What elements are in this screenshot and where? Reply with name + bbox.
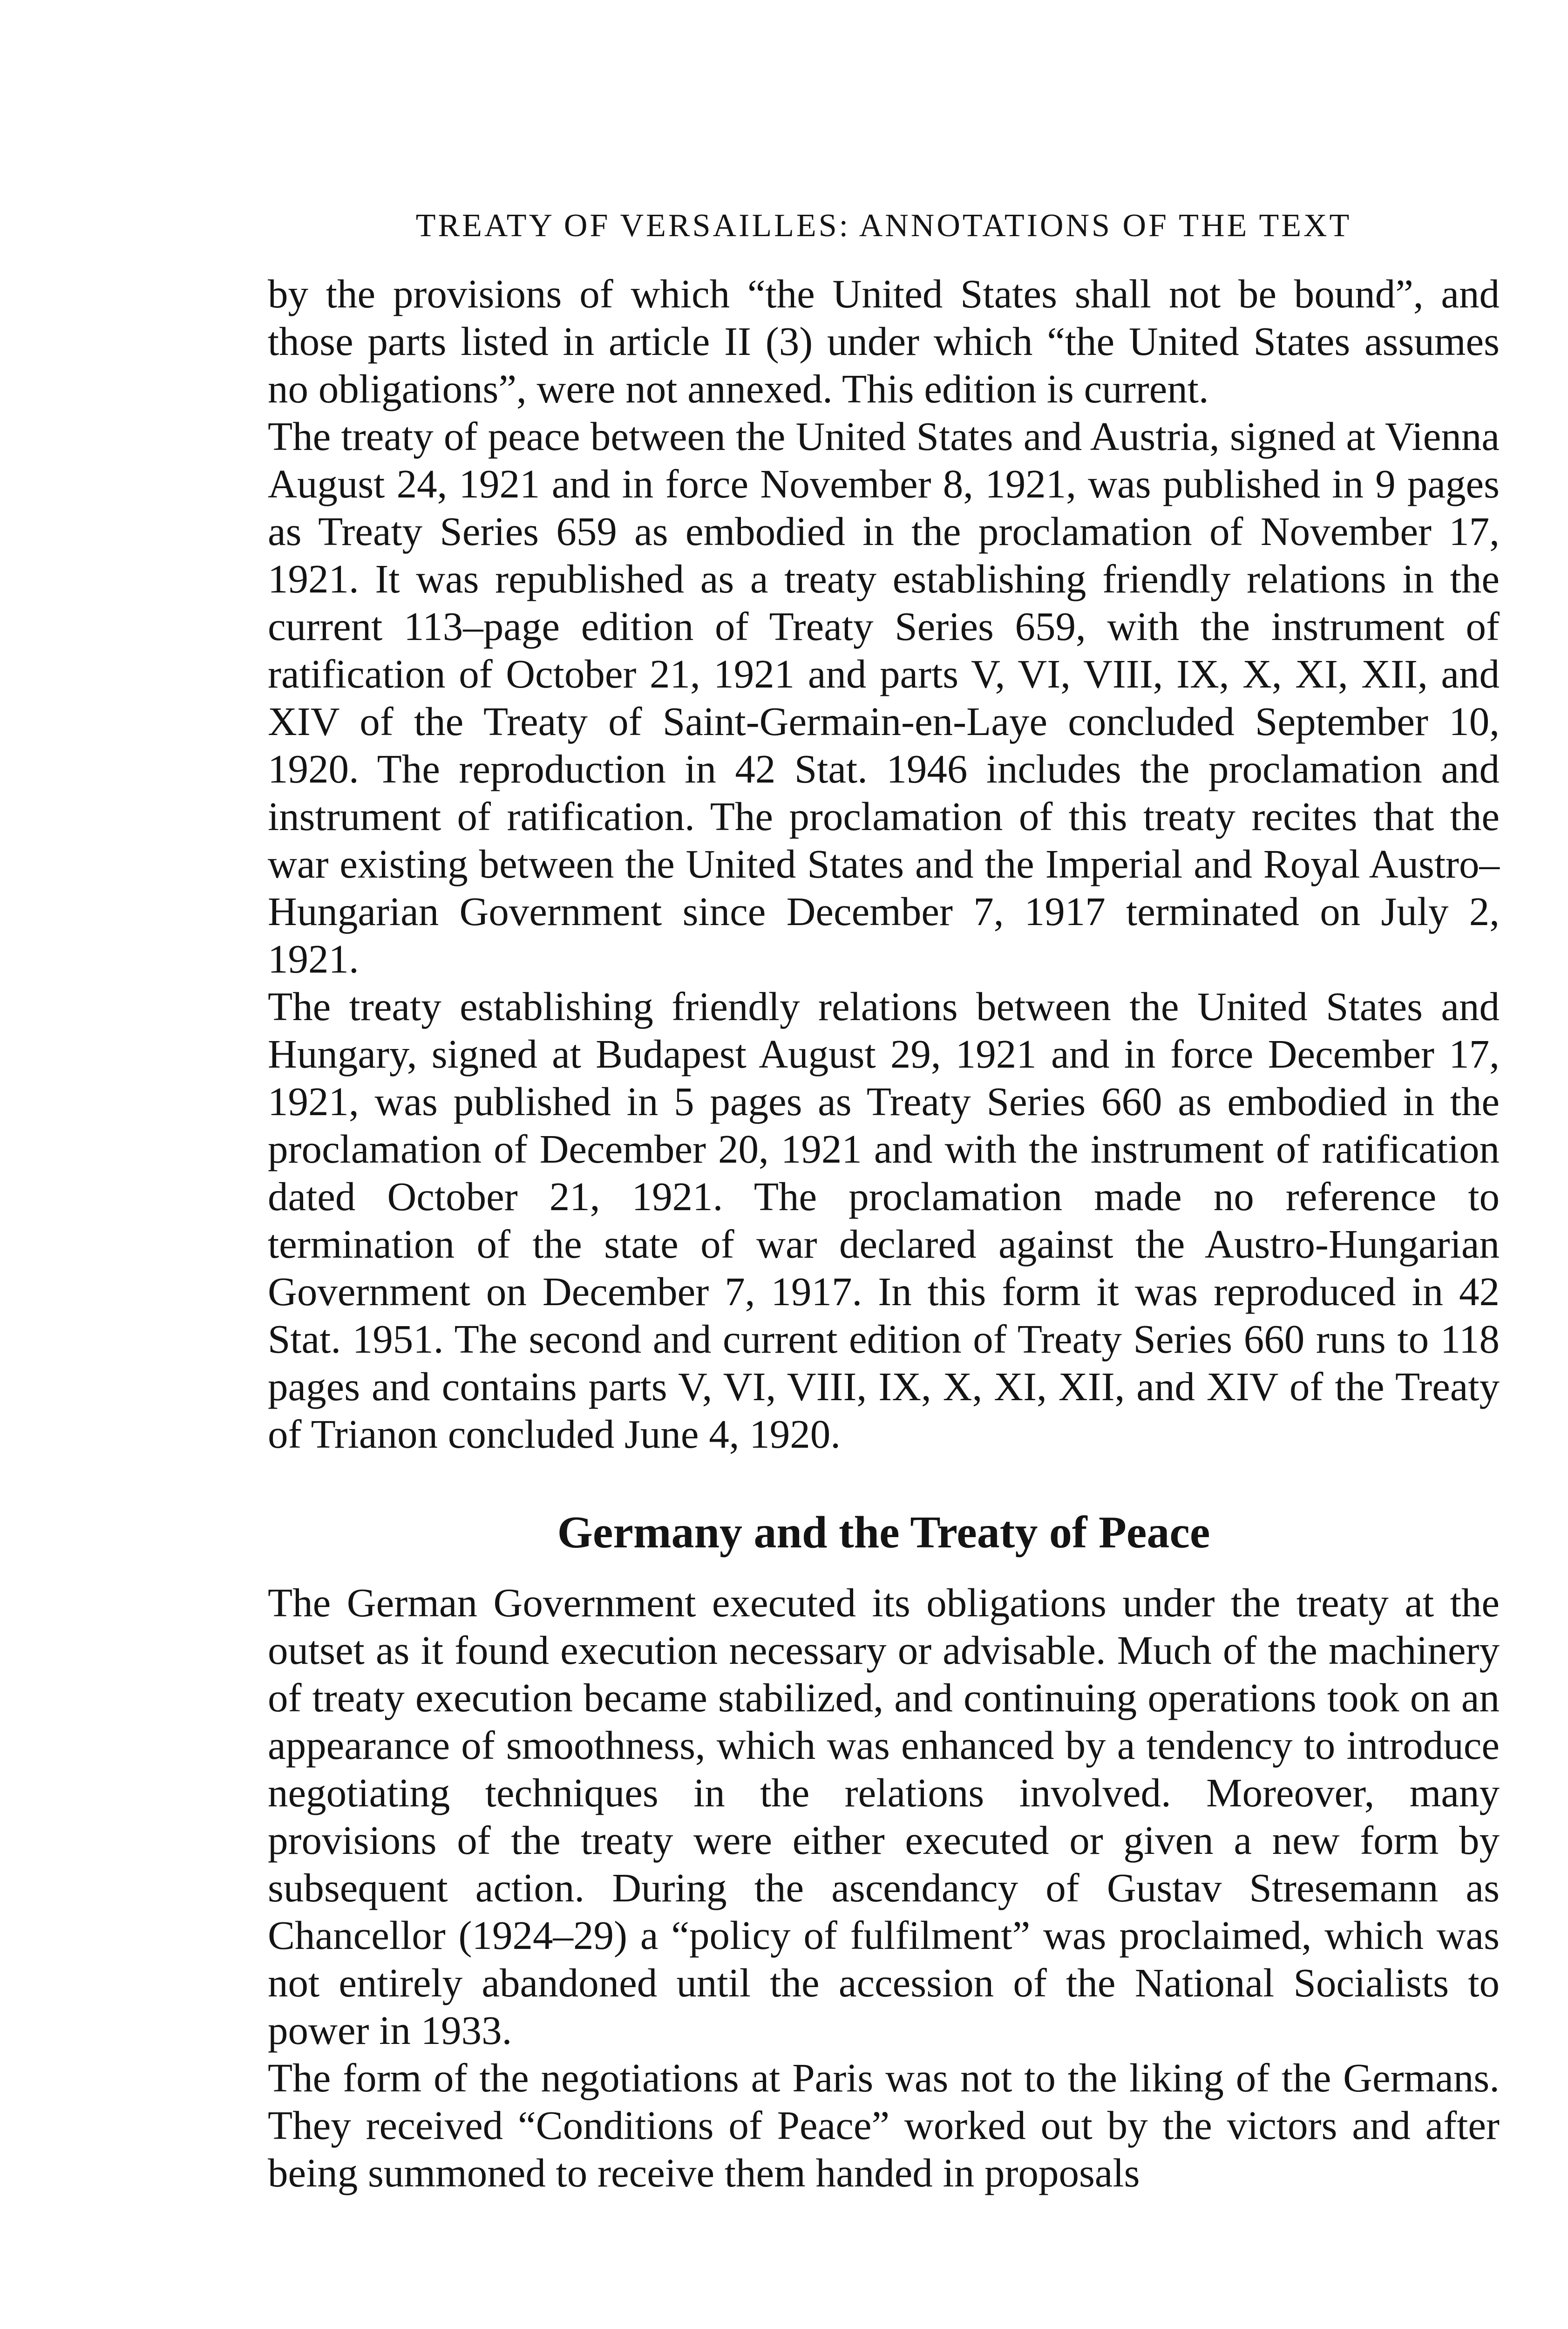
paragraph-hungary-treaty: The treaty establishing friendly relations between the United States and Hungary, signed at Budapest August 29, 1921 and in force December 17, 1921, was published in 5 pages as Treaty Series 660 as embodied in the proclamation of December 20, 1921 and with the instrument of ratification dated October 21, 1921. The proclamation made no reference to termination of the state of war declared against the Austro-Hungarian Government on December 7, 1917. In this form it was reproduced in 42 Stat. 1951. The second and current edition of Treaty Series 660 runs to 118 pages and contains parts V, VI, VIII, IX, X, XI, XII, and XIV of the Treaty of Trianon concluded June 4, 1920. [268,984,1500,1457]
page-body [268,205,1500,2197]
section-heading: Germany and the Treaty of Peace [557,1507,1210,1558]
running-head: TREATY OF VERSAILLES: ANNOTATIONS OF THE TEXT [415,208,1352,244]
paragraph-negotiations-form: The form of the negotiations at Paris was not to the liking of the Germans. They received “Conditions of Peace” worked out by the victors and after being summoned to receive them handed in proposals [268,2055,1500,2195]
paragraph-austria-treaty: The treaty of peace between the United States and Austria, signed at Vienna August 24, 1921 and in force November 8, 1921, was published in 9 pages as Treaty Series 659 as embodied in the proclamation of November 17, 1921. It was republished as a treaty establishing friendly relations in the current 113–page edition of Treaty Series 659, with the instrument of ratification of October 21, 1921 and parts V, VI, VIII, IX, X, XI, XII, and XIV of the Treaty of Saint-Germain-en-Laye concluded September 10, 1920. The reproduction in 42 Stat. 1946 includes the proclamation and instrument of ratification. The proclamation of this treaty recites that the war existing between the United States and the Imperial and Royal Austro–Hungarian Government since December 7, 1917 terminated on July 2, 1921. [268,414,1500,981]
paragraph-german-government: The German Government executed its obligations under the treaty at the outset as it found execution necessary or advisable. Much of the machinery of treaty execution became stabilized, and continuing operations took on an appearance of smoothness, which was enhanced by a tendency to introduce negotiating techniques in the relations involved. Moreover, many provisions of the treaty were either executed or given a new form by subsequent action. During the ascendancy of Gustav Stresemann as Chancellor (1924–29) a “policy of fulfilment” was proclaimed, which was not entirely abandoned until the accession of the National Socialists to power in 1933. [268,1580,1500,2053]
paragraph-continued: by the provisions of which “the United States shall not be bound”, and those parts listed in article II (3) under which “the United States assumes no obligations”, were not annexed. This edition is current. [268,271,1500,411]
